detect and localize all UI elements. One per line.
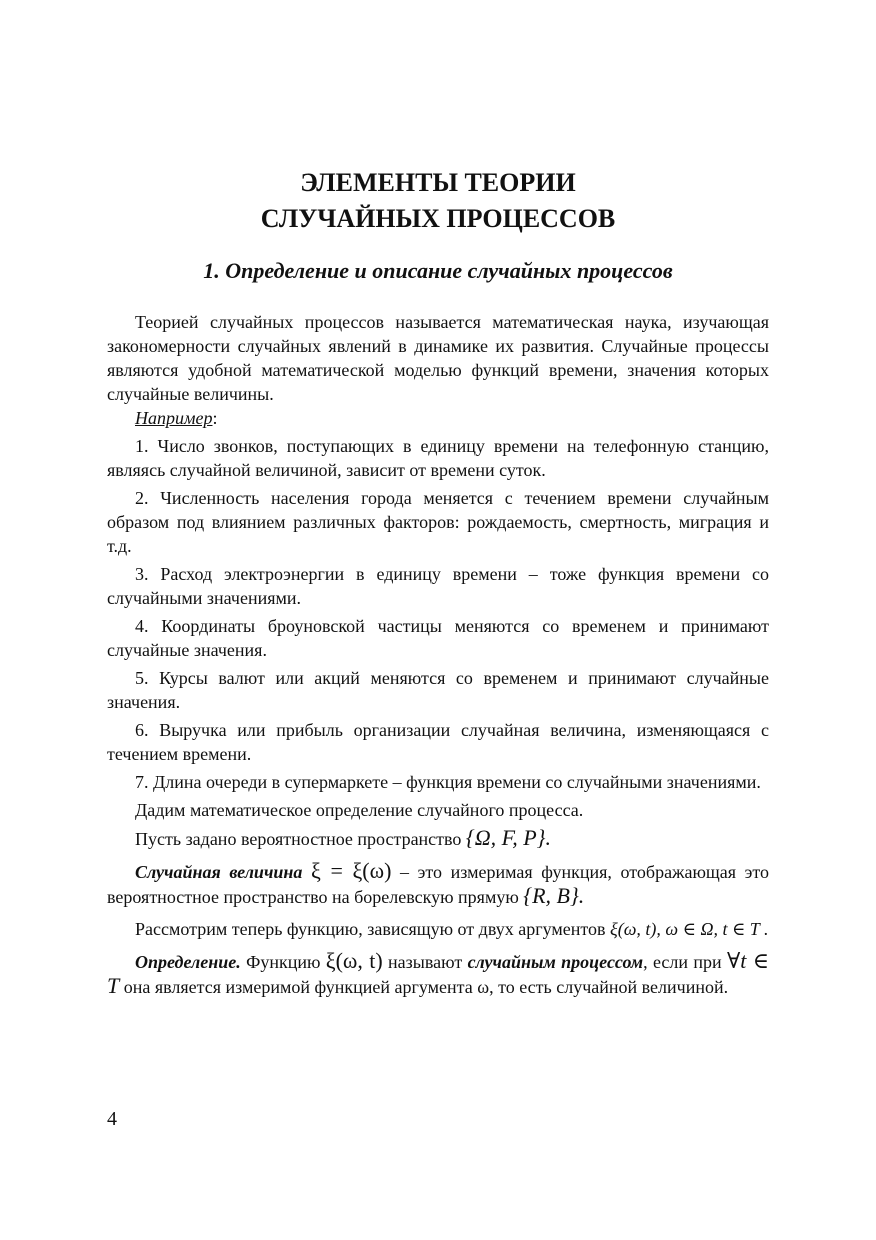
two-arguments-paragraph — [107, 917, 769, 941]
borel-line-formula: {R, B}. — [523, 883, 585, 908]
two-arguments-text: Рассмотрим теперь функцию, зависящую от двух аргументов — [135, 919, 606, 939]
example-item-4: 4. Координаты броуновской частицы меняются со временем и принимают случайные значения. — [107, 616, 769, 660]
definition-text-2: называют — [388, 952, 463, 972]
intro-paragraph: Теорией случайных процессов называется математическая наука, изучающая закономерности случайных явлений в динамике их развития. Случайные процессы являются удобной математической моделью функций времени, значения которых случайные величины. — [107, 312, 769, 404]
chapter-title — [0, 165, 876, 237]
example-item-3: 3. Расход электроэнергии в единицу времени – тоже функция времени со случайными значениями. — [107, 564, 769, 608]
probability-space-formula: {Ω, F, P}. — [465, 825, 551, 850]
random-variable-term: Случайная величина — [135, 862, 303, 882]
page-number: 4 — [107, 1108, 117, 1130]
define-paragraph: Дадим математическое определение случайного процесса. — [135, 800, 584, 820]
probability-space-paragraph — [107, 826, 769, 851]
example-item-2: 2. Численность населения города меняется с течением времени случайным образом под влиянием различных факторов: рождаемость, смертность, миграция и т.д. — [107, 488, 769, 556]
body-text — [107, 310, 769, 999]
probability-space-text: Пусть задано вероятностное пространство — [135, 829, 462, 849]
example-item-5: 5. Курсы валют или акций меняются со временем и принимают случайные значения. — [107, 668, 769, 712]
definition-text-4: она является измеримой функцией аргумента ω, то есть случайной величиной. — [123, 977, 729, 997]
example-item-7: 7. Длина очереди в супермаркете – функция времени со случайными значениями. — [135, 772, 761, 792]
example-item-1: 1. Число звонков, поступающих в единицу времени на телефонную станцию, являясь случайной величиной, зависит от времени суток. — [107, 436, 769, 480]
example-item-6: 6. Выручка или прибыль организации случайная величина, изменяющаяся с течением времени. — [107, 720, 769, 764]
chapter-title-line-2: СЛУЧАЙНЫХ ПРОЦЕССОВ — [260, 204, 616, 233]
chapter-title-line-1: ЭЛЕМЕНТЫ ТЕОРИИ — [300, 168, 576, 197]
random-variable-formula: ξ = ξ(ω) — [311, 858, 392, 883]
definition-formula-1: ξ(ω, t) — [325, 948, 383, 973]
random-variable-text: – это измеримая функция, отображающая это вероятностное пространство на борелевскую прямую — [107, 862, 770, 907]
definition-label: Определение. — [135, 952, 241, 972]
definition-term: случайным процессом — [467, 952, 644, 972]
two-arguments-formula: ξ(ω, t), ω ∈ Ω, t ∈ T . — [610, 919, 769, 939]
definition-text-3: , если при — [643, 952, 722, 972]
example-label: Например — [135, 408, 213, 428]
random-variable-paragraph — [107, 859, 769, 909]
section-title: 1. Определение и описание случайных процессов — [203, 258, 673, 283]
example-label-paragraph: Например: — [135, 408, 218, 428]
definition-text-1: Функцию — [246, 952, 321, 972]
definition-formula-2: ∀t ∈ T — [107, 948, 770, 998]
definition-paragraph — [107, 949, 769, 999]
